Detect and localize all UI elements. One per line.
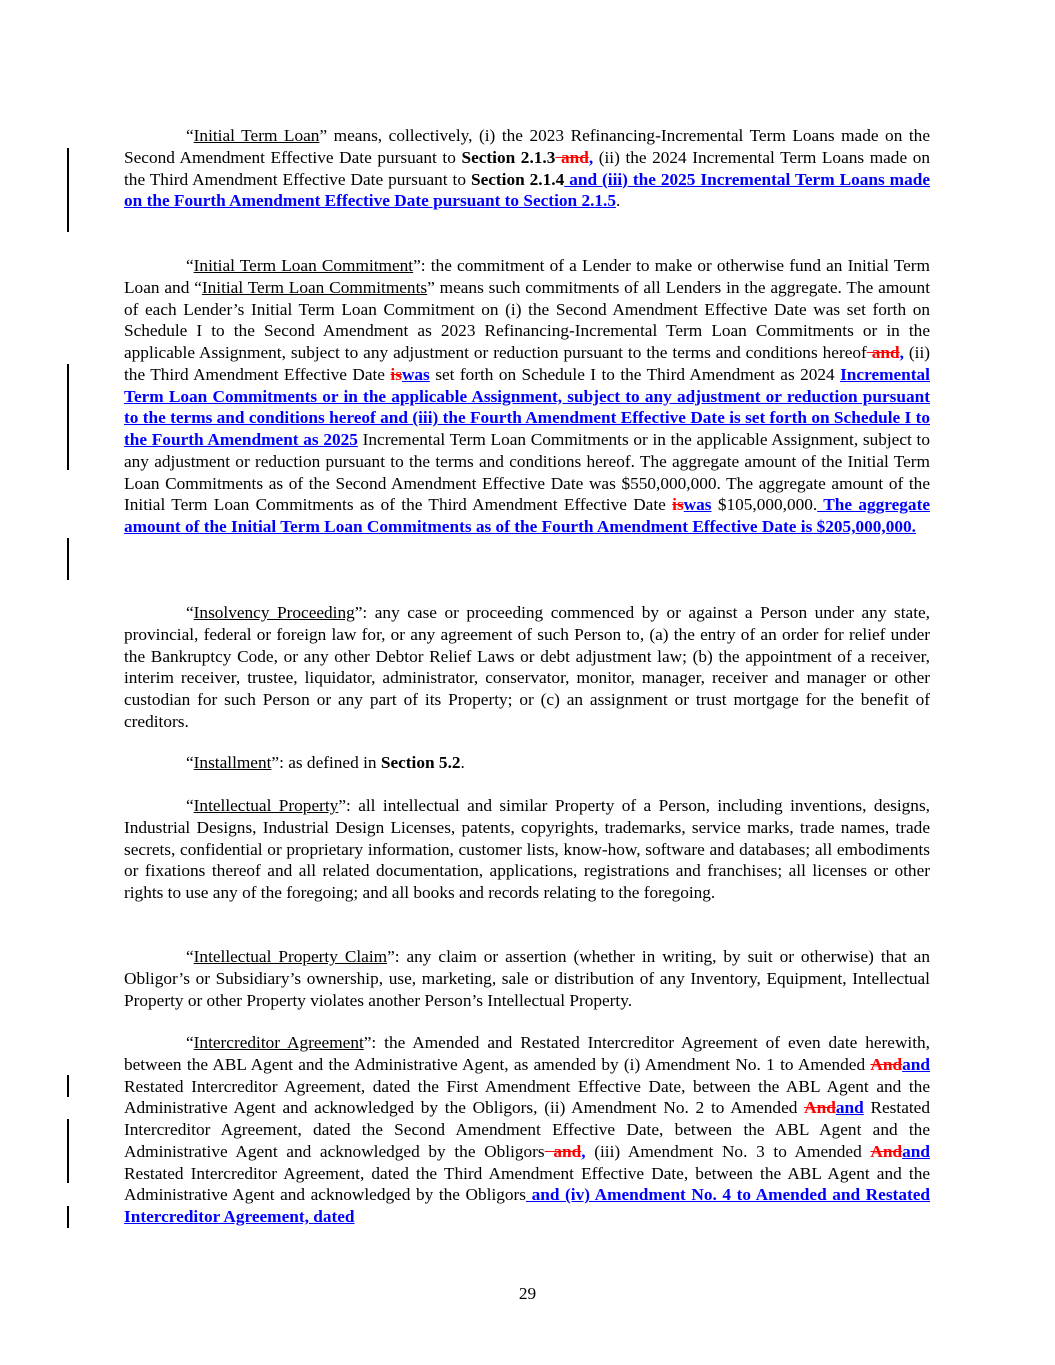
- defined-term: Intellectual Property Claim: [193, 947, 388, 966]
- section-reference: Section 5.2: [380, 753, 461, 772]
- definition-text: Restated Intercreditor Agreement, dated the Second Amendment Effective Date, between the ABL Agent and the Administrative Agent and acknowledged by the Obligors: [124, 1098, 930, 1161]
- inserted-text: ,: [588, 147, 594, 167]
- definition-text: ”: all intellectual and similar Property of a Person, including inventions, designs, Industrial Designs, Industrial Design Licenses, patents, copyrights, trademarks, service marks, trade names, trade secrets, confidential or proprietary information, customer lists, know-how, software and databases; all embodiments or fixations thereof and all related documentation, applications, registrations and franchises; all licenses or other rights to use any of the foregoing; and all books and records relating to the foregoing.: [124, 796, 930, 902]
- inserted-text: Incremental Term Loan Commitments or in the applicable Assignment, subject to any adjustment or reduction pursuant to the terms and conditions hereof and (iii) the Fourth Amendment Effective Date is set forth on Schedule I to the Fourth Amendment as 2025: [124, 364, 930, 449]
- inserted-text: and: [902, 1054, 930, 1074]
- definition-text: ”: any case or proceeding commenced by or against a Person under any state, provincial, federal or foreign law for, or any agreement of such Person to, (a) the entry of an order for relief under the Bankruptcy Code, or any other Debtor Relief Laws or debt adjustment law; (b) the appointment of a receiver, interim receiver, trustee, liquidator, administrator, conservator, monitor, manager, receiver and manager or other custodian for such Person or any part of its Property; or (c) an assignment or trust mortgage for the benefit of creditors.: [124, 603, 930, 731]
- deleted-text: is: [672, 495, 684, 515]
- open-quote: “: [186, 603, 194, 622]
- defined-term: Initial Term Loan: [193, 126, 320, 145]
- definition-text: ”: as defined in: [271, 753, 381, 772]
- open-quote: “: [186, 256, 194, 275]
- definition-intellectual-property-claim: [124, 946, 930, 1011]
- deleted-text: And: [870, 1054, 903, 1074]
- definition-text: Restated Intercreditor Agreement, dated the Third Amendment Effective Date, between the ABL Agent and the Administrative Agent and acknowledged by the Obligors: [124, 1163, 930, 1205]
- inserted-text: was: [401, 364, 430, 384]
- defined-term: Installment: [193, 753, 272, 772]
- definition-insolvency-proceeding: [124, 602, 930, 733]
- definition-text: (ii) the 2024 Incremental Term Loans made on the Third Amendment Effective Date pursuant to: [124, 147, 930, 189]
- deleted-text: and: [555, 147, 589, 167]
- open-quote: “: [186, 796, 194, 815]
- definition-text: ”: any claim or assertion (whether in writing, by suit or otherwise) that an Obligor’s or Subsidiary’s ownership, use, marketing, sale or distribution of any Inventory, Equipment, Intellectual Property or other Property violates another Person’s Intellectual Property.: [124, 947, 930, 1010]
- inserted-text: ,: [581, 1141, 586, 1161]
- defined-term: Intellectual Property: [193, 796, 339, 815]
- page-number: 29: [518, 1284, 537, 1303]
- definition-text: ” means, collectively, (i) the 2023 Refinancing-Incremental Term Loans made on the Second Amendment Effective Date pursuant to: [124, 126, 930, 167]
- definition-intellectual-property: [124, 795, 930, 904]
- definition-text: ” means such commitments of all Lenders in the aggregate. The amount of each Lender’s Initial Term Loan Commitment on (i) the Second Amendment Effective Date was set forth on Schedule I to the Second Amendment as 2023 Refinancing-Incremental Term Loan Commitments or in the applicable Assignment, subject to any adjustment or reduction pursuant to the terms and conditions hereof: [124, 277, 930, 362]
- inserted-text: and: [835, 1098, 864, 1118]
- definition-intercreditor-agreement: [124, 1032, 930, 1228]
- open-quote: “: [186, 753, 194, 772]
- defined-term: Initial Term Loan Commitment: [193, 256, 414, 275]
- inserted-text: and (iv) Amendment No. 4 to Amended and Restated Intercreditor Agreement, dated: [124, 1185, 930, 1226]
- definition-text: $105,000,000.: [711, 495, 818, 515]
- definition-installment: [124, 752, 930, 774]
- change-bar: [67, 538, 69, 580]
- deleted-text: and: [866, 343, 900, 362]
- section-reference: Section 2.1.4: [470, 169, 565, 189]
- inserted-text: The aggregate amount of the Initial Term Loan Commitments as of the Fourth Amendment Effective Date is $205,000,000.: [124, 495, 930, 536]
- inserted-text: was: [683, 495, 712, 515]
- section-reference: Section 2.1.3: [461, 147, 556, 167]
- change-bar: [67, 364, 69, 470]
- open-quote: “: [186, 126, 194, 145]
- deleted-text: and: [544, 1141, 582, 1161]
- definition-text: set forth on Schedule I to the Third Amendment as 2024: [429, 364, 841, 384]
- inserted-text: ,: [899, 343, 904, 362]
- defined-term: Insolvency Proceeding: [193, 603, 355, 622]
- definition-text: .: [460, 753, 465, 772]
- definition-initial-term-loan-commitment: [124, 255, 930, 538]
- definition-text: ”: the Amended and Restated Intercreditor Agreement of even date herewith, between the ABL Agent and the Administrative Agent, as amended by (i) Amendment No. 1 to Amended: [124, 1033, 930, 1074]
- inserted-text: and (iii) the 2025 Incremental Term Loans made on the Fourth Amendment Effective Date pursuant to Section 2.1.5: [124, 169, 930, 211]
- deleted-text: And: [870, 1141, 903, 1161]
- definition-text: (ii) the Third Amendment Effective Date: [124, 343, 930, 384]
- open-quote: “: [186, 1033, 194, 1052]
- change-bar: [67, 1206, 69, 1228]
- definition-initial-term-loan: [124, 125, 930, 212]
- defined-term: Initial Term Loan Commitments: [201, 277, 428, 297]
- definition-text: ”: the commitment of a Lender to make or otherwise fund an Initial Term Loan and “: [124, 256, 930, 297]
- deleted-text: is: [390, 364, 402, 384]
- definition-text: .: [616, 191, 621, 211]
- deleted-text: And: [804, 1098, 836, 1118]
- change-bar: [67, 148, 69, 232]
- definition-text: (iii) Amendment No. 3 to Amended: [585, 1141, 871, 1161]
- definition-text: Restated Intercreditor Agreement, dated the First Amendment Effective Date, between the ABL Agent and the Administrative Agent and acknowledged by the Obligors, (ii) Amendment No. 2 to Amended: [124, 1076, 930, 1118]
- defined-term: Intercreditor Agreement: [193, 1033, 364, 1052]
- open-quote: “: [186, 947, 194, 966]
- change-bar: [67, 1119, 69, 1183]
- change-bar: [67, 1075, 69, 1097]
- inserted-text: and: [902, 1141, 930, 1161]
- definition-text: Incremental Term Loan Commitments or in the applicable Assignment, subject to any adjustment or reduction pursuant to the terms and conditions hereof. The aggregate amount of the Initial Term Loan Commitments as of the Second Amendment Effective Date was $550,000,000. The aggregate amount of the Initial Term Loan Commitments as of the Third Amendment Effective Date: [124, 430, 930, 515]
